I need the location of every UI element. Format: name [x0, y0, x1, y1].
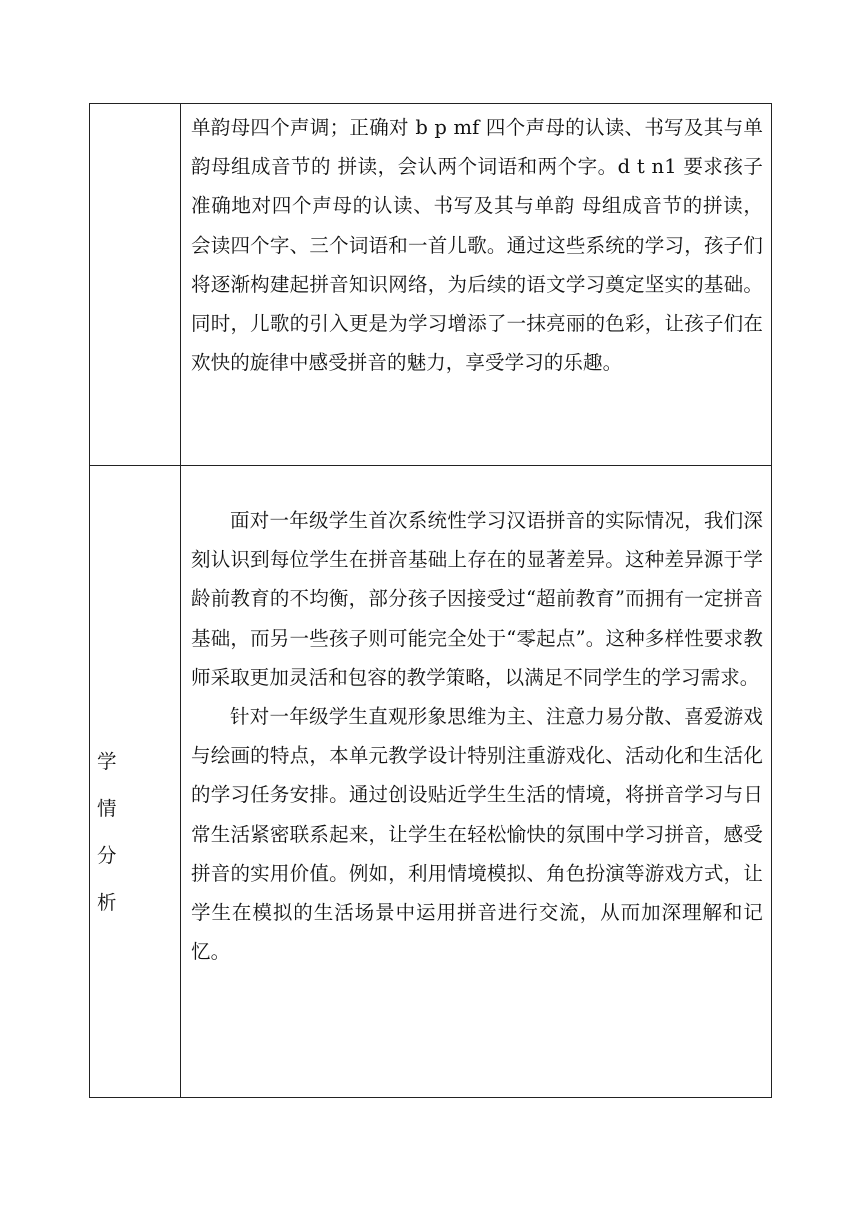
analysis-paragraph-2: 针对一年级学生直观形象思维为主、注意力易分散、喜爱游戏与绘画的特点，本单元教学设计特别注重游戏化、活动化和生活化的学习任务安排。通过创设贴近学生生活的情境，将拼音学习与日常生活紧密联系起来，让学生在轻松愉快的氛围中学习拼音，感受拼音的实用价值。例如，利用情境模拟、角色扮演等游戏方式，让学生在模拟的生活场景中运用拼音进行交流，从而加深理解和记忆。	[191, 705, 763, 964]
lesson-plan-table	[89, 103, 772, 1098]
row-label-cell-empty	[90, 104, 181, 466]
label-line-2: 分析	[97, 844, 118, 914]
row-label-cell	[90, 466, 181, 1098]
table-row-learner-analysis	[90, 466, 772, 1098]
label-line-1: 学情	[97, 750, 118, 820]
row-content-cell	[181, 104, 772, 466]
table-row-content-overview	[90, 104, 772, 466]
row-content-cell	[181, 466, 772, 1098]
analysis-paragraph-1: 面对一年级学生首次系统性学习汉语拼音的实际情况，我们深刻认识到每位学生在拼音基础上存在的显著差异。这种差异源于学龄前教育的不均衡，部分孩子因接受过“超前教育”而拥有一定拼音基础，而另一些孩子则可能完全处于“零起点”。这种多样性要求教师采取更加灵活和包容的教学策略，以满足不同学生的学习需求。	[191, 509, 763, 689]
content-paragraph: 单韵母四个声调；正确对 b p mf 四个声母的认读、书写及其与单韵母组成音节的 拼读，会认两个词语和两个字。d t n1 要求孩子准确地对四个声母的认读、书写及其与单韵 母组成音节的拼读，会读四个字、三个词语和一首儿歌。通过这些系统的学习，孩子们将逐渐构建起拼音知识网络，为后续的语文学习奠定坚实的基础。同时，儿歌的引入更是为学习增添了一抹亮丽的色彩，让孩子们在欢快的旋律中感受拼音的魅力，享受学习的乐趣。	[191, 116, 763, 375]
row-label-learner-analysis	[97, 738, 137, 926]
